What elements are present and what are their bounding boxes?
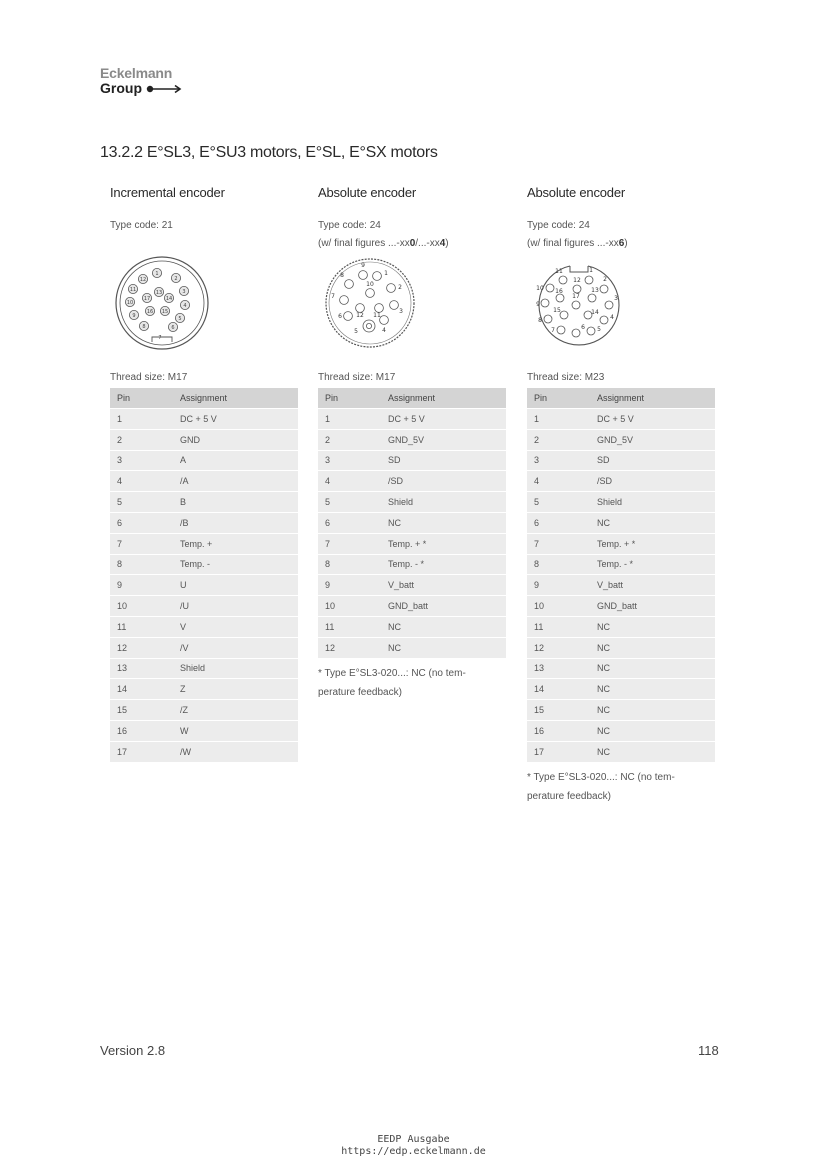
pin-number-cell: 1: [110, 409, 173, 430]
assignment-cell: Temp. +: [173, 533, 298, 554]
assignment-cell: Temp. - *: [590, 554, 715, 575]
table-row: [110, 720, 298, 741]
pin-label: 13: [591, 287, 599, 294]
assignment-cell: GND_5V: [381, 429, 506, 450]
pin-number-cell: 3: [110, 450, 173, 471]
pin-1: [585, 276, 593, 284]
pin-number-cell: 11: [110, 616, 173, 637]
pin-label: 13: [155, 290, 163, 296]
assignment-cell: /V: [173, 637, 298, 658]
pin-number-cell: 13: [110, 658, 173, 679]
table-row: [110, 741, 298, 761]
pin-label: 6: [338, 313, 342, 320]
assignment-cell: /SD: [590, 471, 715, 492]
table-row: [110, 700, 298, 721]
pin-number-cell: 8: [110, 554, 173, 575]
assignment-cell: Temp. + *: [590, 533, 715, 554]
assignment-cell: NC: [381, 616, 506, 637]
connector-diagram-incremental-m17: [110, 253, 300, 353]
pin-label: 10: [536, 285, 544, 292]
logo-line-2: [100, 81, 182, 96]
type-code: [527, 217, 717, 253]
assignment-cell: W: [173, 720, 298, 741]
pin-label: 10: [126, 300, 134, 306]
pin-10: [366, 289, 375, 298]
pin-label: 11: [129, 287, 137, 293]
pin-label: 15: [553, 307, 561, 314]
table-row: [318, 471, 506, 492]
pin-label: 3: [399, 308, 403, 315]
table-row: [527, 679, 715, 700]
pin-number-cell: 11: [527, 616, 590, 637]
pin-label: 16: [555, 288, 563, 295]
table-row: [318, 596, 506, 617]
pin-13: [588, 294, 596, 302]
edition-stamp: [0, 1134, 827, 1158]
pin-label: 8: [340, 272, 344, 279]
pin-label: 2: [174, 276, 178, 282]
table-row: [110, 471, 298, 492]
pin-number-cell: 17: [110, 741, 173, 761]
table-row: [527, 596, 715, 617]
pin-label: 15: [161, 309, 169, 315]
table-row: [527, 658, 715, 679]
pin-number-cell: 9: [110, 575, 173, 596]
connector-diagram-absolute-m17: [318, 253, 508, 353]
assignment-cell: DC + 5 V: [590, 409, 715, 430]
pin-label: 2: [603, 276, 607, 283]
assignment-cell: /A: [173, 471, 298, 492]
pin-12: [573, 285, 581, 293]
pin-label: 4: [382, 327, 386, 334]
pin-7: [340, 296, 349, 305]
type-code-suffix: ): [445, 238, 449, 249]
stamp-line-1: EEDP Ausgabe: [377, 1134, 450, 1145]
table-row: [318, 492, 506, 513]
pin-number-cell: 5: [527, 492, 590, 513]
pin-number-cell: 3: [527, 450, 590, 471]
table-row: [527, 616, 715, 637]
table-row: [527, 700, 715, 721]
thread-size: Thread size: M17: [318, 372, 396, 383]
footnote-line: * Type E°SL3-020...: NC (no tem-: [318, 667, 466, 679]
pin-number-cell: 15: [110, 700, 173, 721]
connector-diagram-absolute-m23: [527, 253, 717, 353]
pin-label: 7: [331, 293, 335, 300]
pin-label: 9: [361, 262, 365, 269]
logo-line-2-text: Group: [100, 80, 142, 96]
logo-line-1: Eckelmann: [100, 65, 173, 81]
type-code-figure: 4: [439, 238, 446, 249]
table-header-row: [110, 388, 298, 409]
thread-size: Thread size: M17: [110, 372, 188, 383]
pin-number-cell: 2: [527, 429, 590, 450]
table-row: [318, 429, 506, 450]
pin-assignment-table: [110, 388, 298, 762]
table-row: [110, 637, 298, 658]
pin-label: 14: [165, 296, 173, 302]
table-row: [527, 492, 715, 513]
pin-number-cell: 16: [110, 720, 173, 741]
pin-label: 1: [384, 270, 388, 277]
pin-label: 8: [142, 324, 146, 330]
table-header-row: [318, 388, 506, 409]
pin-number-cell: 6: [110, 512, 173, 533]
pin-9: [541, 299, 549, 307]
pin-17: [572, 301, 580, 309]
pin-number-cell: 17: [527, 741, 590, 761]
column-title: Absolute encoder: [318, 185, 416, 200]
assignment-cell: NC: [590, 720, 715, 741]
footnote: [527, 768, 697, 806]
assignment-cell: A: [173, 450, 298, 471]
assignment-cell: GND_5V: [590, 429, 715, 450]
pin-number-cell: 8: [527, 554, 590, 575]
pin-5: [587, 327, 595, 335]
assignment-cell: DC + 5 V: [173, 409, 298, 430]
assignment-cell: NC: [590, 512, 715, 533]
type-code: [110, 217, 300, 253]
pin-label: 2: [398, 284, 402, 291]
assignment-cell: SD: [590, 450, 715, 471]
table-body: [527, 409, 715, 762]
pin-number-cell: 10: [110, 596, 173, 617]
assignment-cell: /W: [173, 741, 298, 761]
assignment-cell: NC: [590, 637, 715, 658]
pin-5: [363, 320, 375, 332]
footnote-line: perature feedback): [318, 686, 402, 698]
assignment-cell: SD: [381, 450, 506, 471]
pin-number-cell: 12: [110, 637, 173, 658]
table-row: [318, 409, 506, 430]
pin-number-cell: 7: [110, 533, 173, 554]
type-code-mid: /...-xx: [415, 238, 440, 249]
pin-assignment-table: [318, 388, 506, 658]
header-assignment: Assignment: [173, 388, 298, 409]
thread-size: Thread size: M23: [527, 372, 605, 383]
assignment-cell: /Z: [173, 700, 298, 721]
assignment-cell: Temp. -: [173, 554, 298, 575]
type-code-suffix: ): [624, 238, 628, 249]
table-row: [318, 616, 506, 637]
pin-label: 3: [182, 289, 186, 295]
pin-number-cell: 3: [318, 450, 381, 471]
pin-9: [359, 271, 368, 280]
assignment-cell: GND: [173, 429, 298, 450]
pin-number-cell: 9: [318, 575, 381, 596]
table-row: [110, 658, 298, 679]
assignment-cell: U: [173, 575, 298, 596]
assignment-cell: Z: [173, 679, 298, 700]
page-number: 118: [698, 1043, 719, 1058]
pin-label: 14: [591, 309, 599, 316]
assignment-cell: NC: [590, 658, 715, 679]
pin-4: [380, 316, 389, 325]
pin-number-cell: 4: [318, 471, 381, 492]
logo-arrow-icon: [146, 84, 182, 94]
assignment-cell: NC: [590, 616, 715, 637]
pin-number-cell: 1: [527, 409, 590, 430]
pin-number-cell: 10: [318, 596, 381, 617]
pin-number-cell: 5: [318, 492, 381, 513]
pin-16: [556, 294, 564, 302]
header-pin: Pin: [527, 388, 590, 409]
pin-label: 5: [354, 328, 358, 335]
pin-number-cell: 14: [110, 679, 173, 700]
absolute-encoder-m23-column: [527, 185, 717, 806]
assignment-cell: Temp. + *: [381, 533, 506, 554]
pin-number-cell: 7: [318, 533, 381, 554]
table-row: [110, 533, 298, 554]
pin-number-cell: 16: [527, 720, 590, 741]
pin-label: 5: [597, 326, 601, 333]
table-row: [110, 409, 298, 430]
pin-label: 17: [572, 293, 580, 300]
pin-number-cell: 7: [527, 533, 590, 554]
type-code-prefix: (w/ final figures ...-xx: [527, 238, 619, 249]
pin-number-cell: 1: [318, 409, 381, 430]
table-row: [110, 575, 298, 596]
assignment-cell: B: [173, 492, 298, 513]
type-code: [318, 217, 508, 253]
type-code-figure: 6: [618, 238, 625, 249]
pin-number-cell: 6: [527, 512, 590, 533]
pin-6: [344, 312, 353, 321]
pin-label: 7: [158, 335, 162, 341]
assignment-cell: NC: [590, 700, 715, 721]
type-code-prefix: (w/ final figures ...-xx: [318, 238, 410, 249]
pin-label: 7: [551, 327, 555, 334]
pin-1: [373, 272, 382, 281]
table-row: [110, 492, 298, 513]
pin-15: [560, 311, 568, 319]
assignment-cell: GND_batt: [381, 596, 506, 617]
assignment-cell: DC + 5 V: [381, 409, 506, 430]
pin-label: 4: [610, 314, 614, 321]
pin-number-cell: 4: [527, 471, 590, 492]
table-header-row: [527, 388, 715, 409]
stamp-url: https://edp.eckelmann.de: [341, 1146, 486, 1157]
assignment-cell: /U: [173, 596, 298, 617]
company-logo: [100, 66, 182, 96]
header-assignment: Assignment: [590, 388, 715, 409]
assignment-cell: NC: [590, 679, 715, 700]
table-row: [527, 450, 715, 471]
table-row: [318, 554, 506, 575]
table-row: [110, 616, 298, 637]
pin-number-cell: 5: [110, 492, 173, 513]
absolute-encoder-m17-column: [318, 185, 508, 702]
table-row: [110, 429, 298, 450]
pin-3: [390, 301, 399, 310]
type-code-line: Type code: 24: [527, 220, 590, 231]
type-code-final-figures: [318, 235, 508, 253]
pin-label: 6: [171, 325, 175, 331]
header-assignment: Assignment: [381, 388, 506, 409]
version-label: Version 2.8: [100, 1043, 166, 1058]
assignment-cell: Shield: [173, 658, 298, 679]
header-pin: Pin: [318, 388, 381, 409]
pin-number-cell: 14: [527, 679, 590, 700]
assignment-cell: Temp. - *: [381, 554, 506, 575]
table-row: [527, 409, 715, 430]
assignment-cell: Shield: [590, 492, 715, 513]
pin-8: [544, 315, 552, 323]
type-code-line: Type code: 24: [318, 220, 381, 231]
table-row: [318, 575, 506, 596]
pin-number-cell: 6: [318, 512, 381, 533]
pin-2: [600, 285, 608, 293]
pin-label: 9: [132, 313, 136, 319]
pin-label: 12: [356, 312, 364, 319]
pin-label: 3: [614, 295, 618, 302]
footnote: [318, 664, 488, 702]
table-row: [527, 575, 715, 596]
pin-number-cell: 4: [110, 471, 173, 492]
pin-label: 16: [146, 309, 154, 315]
table-row: [318, 533, 506, 554]
pin-assignment-table: [527, 388, 715, 762]
pin-number-cell: 12: [318, 637, 381, 657]
pin-label: 5: [178, 316, 182, 322]
column-title: Absolute encoder: [527, 185, 625, 200]
table-row: [527, 429, 715, 450]
pin-label: 1: [155, 271, 159, 277]
pin-number-cell: 2: [110, 429, 173, 450]
pin-4: [600, 316, 608, 324]
table-row: [527, 637, 715, 658]
connector-m17-12pin: [318, 253, 422, 353]
pin-number-cell: 11: [318, 616, 381, 637]
pin-number-cell: 8: [318, 554, 381, 575]
table-row: [110, 679, 298, 700]
assignment-cell: /SD: [381, 471, 506, 492]
table-row: [110, 450, 298, 471]
pin-label: 9: [536, 301, 540, 308]
table-row: [527, 720, 715, 741]
assignment-cell: V_batt: [381, 575, 506, 596]
pin-number-cell: 15: [527, 700, 590, 721]
section-title: 13.2.2 E°SL3, E°SU3 motors, E°SL, E°SX motors: [100, 144, 438, 161]
pin-label: 17: [143, 296, 151, 302]
assignment-cell: Shield: [381, 492, 506, 513]
assignment-cell: V_batt: [590, 575, 715, 596]
footnote-line: * Type E°SL3-020...: NC (no tem-: [527, 771, 675, 783]
table-row: [110, 596, 298, 617]
pin-label: 12: [573, 277, 581, 284]
incremental-encoder-column: [110, 185, 300, 762]
pin-label: 11: [373, 312, 381, 319]
pin-11: [559, 276, 567, 284]
pin-number-cell: 12: [527, 637, 590, 658]
assignment-cell: NC: [590, 741, 715, 761]
table-row: [318, 450, 506, 471]
table-row: [527, 741, 715, 761]
type-code-line: Type code: 21: [110, 220, 173, 231]
table-row: [110, 554, 298, 575]
assignment-cell: NC: [381, 637, 506, 657]
assignment-cell: /B: [173, 512, 298, 533]
connector-m17-17pin: [110, 253, 214, 353]
table-row: [527, 471, 715, 492]
table-body: [318, 409, 506, 658]
header-pin: Pin: [110, 388, 173, 409]
type-code-final-figures: [527, 235, 717, 253]
pin-label: 12: [139, 277, 147, 283]
pin-6: [572, 329, 580, 337]
table-row: [110, 512, 298, 533]
pin-label: 11: [555, 268, 563, 275]
connector-m23-17pin: [527, 253, 631, 353]
pin-10: [546, 284, 554, 292]
footnote-line: perature feedback): [527, 790, 611, 802]
pin-label: 8: [538, 317, 542, 324]
column-title: Incremental encoder: [110, 185, 225, 200]
pin-label: 6: [581, 324, 585, 331]
table-row: [318, 637, 506, 657]
table-body: [110, 409, 298, 762]
pin-7: [557, 326, 565, 334]
table-row: [527, 554, 715, 575]
pin-8: [345, 280, 354, 289]
pin-number-cell: 13: [527, 658, 590, 679]
pin-3: [605, 301, 613, 309]
assignment-cell: NC: [381, 512, 506, 533]
type-code-figure: 0: [409, 238, 416, 249]
pin-number-cell: 2: [318, 429, 381, 450]
table-row: [527, 512, 715, 533]
pin-label: 4: [183, 303, 187, 309]
pin-number-cell: 10: [527, 596, 590, 617]
pin-label: 1: [589, 267, 593, 274]
table-row: [527, 533, 715, 554]
assignment-cell: V: [173, 616, 298, 637]
pin-number-cell: 9: [527, 575, 590, 596]
assignment-cell: GND_batt: [590, 596, 715, 617]
pin-2: [387, 284, 396, 293]
table-row: [318, 512, 506, 533]
pin-label: 10: [366, 281, 374, 288]
